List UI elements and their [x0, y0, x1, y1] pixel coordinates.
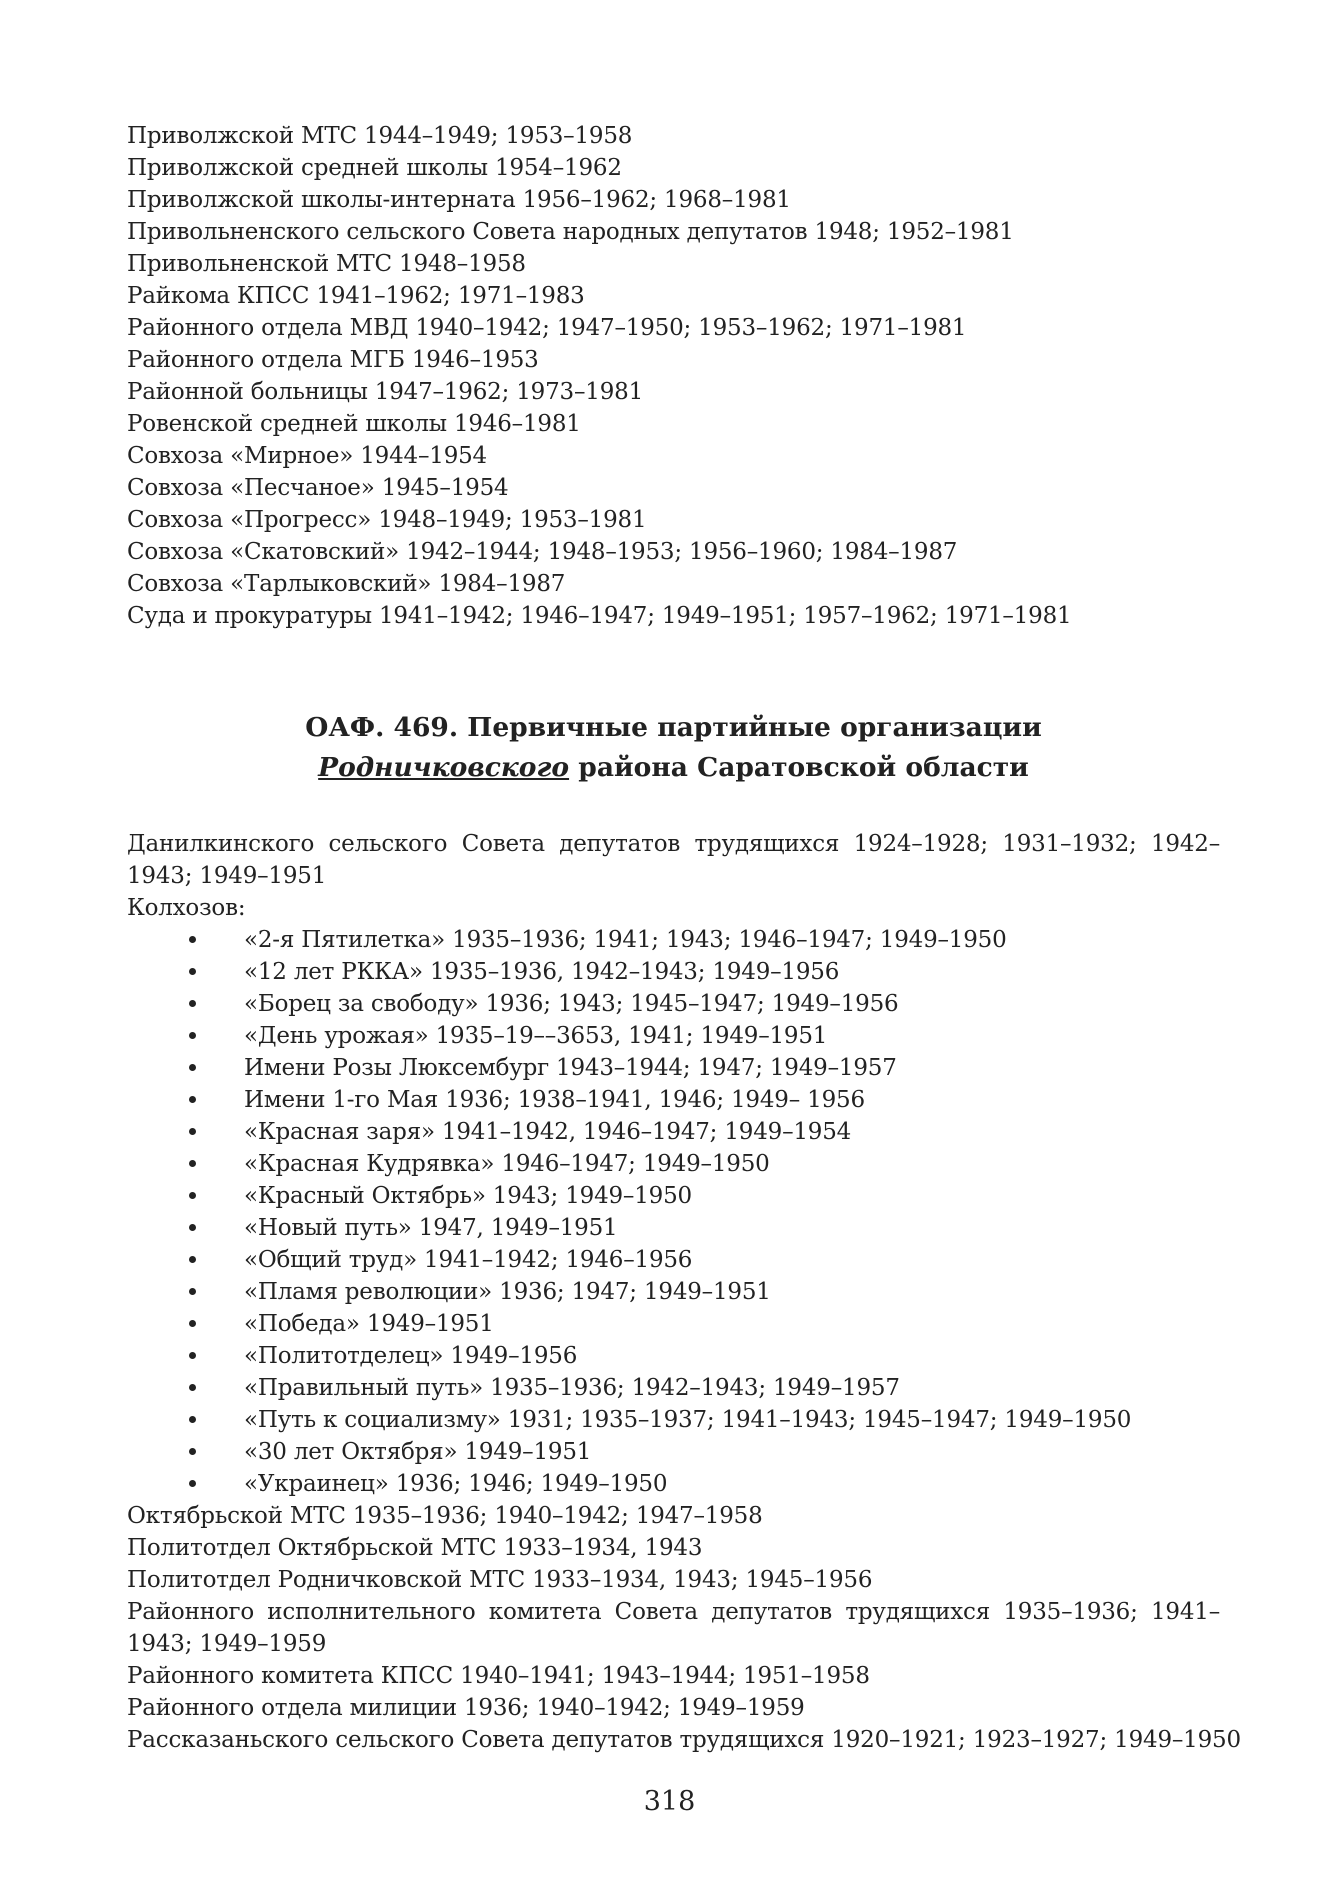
- kolkhoz-item: «Пламя революции» 1936; 1947; 1949–1951: [127, 1276, 1220, 1308]
- intro-entry: Данилкинского сельского Совета депутатов трудящихся 1924–1928; 1931–1932; 1942–1943; 1949–1951: [127, 831, 1220, 889]
- kolkhoz-label: Колхозов:: [127, 895, 246, 921]
- record-entry: Политотдел Родничковской МТС 1933–1934, 1943; 1945–1956: [127, 1567, 873, 1593]
- page-number: 318: [643, 1786, 696, 1817]
- heading-line-2-rest: района Саратовской области: [569, 752, 1029, 783]
- kolkhoz-list: [127, 924, 1220, 1500]
- list-item: Районного отдела МГБ 1946–1953: [127, 347, 539, 373]
- kolkhoz-item: «Новый путь» 1947, 1949–1951: [127, 1212, 1220, 1244]
- bullet-icon: [189, 1000, 196, 1007]
- bullet-icon: [189, 1128, 196, 1135]
- kolkhoz-item: «Общий труд» 1941–1942; 1946–1956: [127, 1244, 1220, 1276]
- kolkhoz-item: «Политотделец» 1949–1956: [127, 1340, 1220, 1372]
- kolkhoz-item: Имени Розы Люксембург 1943–1944; 1947; 1949–1957: [127, 1052, 1220, 1084]
- list-item: Совхоза «Песчаное» 1945–1954: [127, 475, 509, 501]
- list-item: Совхоза «Тарлыковский» 1984–1987: [127, 571, 566, 597]
- bullet-icon: [189, 1416, 196, 1423]
- kolkhoz-item: «2-я Пятилетка» 1935–1936; 1941; 1943; 1946–1947; 1949–1950: [127, 924, 1220, 956]
- heading-line-1: ОАФ. 469. Первичные партийные организации: [305, 712, 1042, 743]
- kolkhoz-item: «Красный Октябрь» 1943; 1949–1950: [127, 1180, 1220, 1212]
- list-item: Привольненской МТС 1948–1958: [127, 251, 526, 277]
- bullet-icon: [189, 1096, 196, 1103]
- bullet-icon: [189, 1352, 196, 1359]
- kolkhoz-item: «Красная заря» 1941–1942, 1946–1947; 1949–1954: [127, 1116, 1220, 1148]
- bullet-icon: [189, 1384, 196, 1391]
- kolkhoz-item: «Правильный путь» 1935–1936; 1942–1943; 1949–1957: [127, 1372, 1220, 1404]
- kolkhoz-item: Имени 1-го Мая 1936; 1938–1941, 1946; 1949– 1956: [127, 1084, 1220, 1116]
- list-item: Приволжской МТС 1944–1949; 1953–1958: [127, 123, 633, 149]
- bullet-icon: [189, 1032, 196, 1039]
- list-item: Районной больницы 1947–1962; 1973–1981: [127, 379, 643, 405]
- heading-line-2: [127, 748, 1220, 788]
- list-item: Совхоза «Скатовский» 1942–1944; 1948–1953; 1956–1960; 1984–1987: [127, 539, 958, 565]
- list-item: Приволжской средней школы 1954–1962: [127, 155, 622, 181]
- bullet-icon: [189, 1064, 196, 1071]
- bullet-icon: [189, 968, 196, 975]
- bullet-icon: [189, 1288, 196, 1295]
- top-record-list: [127, 120, 1227, 632]
- kolkhoz-item: «День урожая» 1935–19––3653, 1941; 1949–1951: [127, 1020, 1220, 1052]
- section-body: [127, 828, 1241, 1756]
- list-item: Ровенской средней школы 1946–1981: [127, 411, 581, 437]
- bullet-icon: [189, 936, 196, 943]
- record-entry: Районного комитета КПСС 1940–1941; 1943–1944; 1951–1958: [127, 1663, 870, 1689]
- list-item: Районного отдела МВД 1940–1942; 1947–1950; 1953–1962; 1971–1981: [127, 315, 967, 341]
- bullet-icon: [189, 1320, 196, 1327]
- bullet-icon: [189, 1160, 196, 1167]
- record-entry: Политотдел Октябрьской МТС 1933–1934, 1943: [127, 1535, 703, 1561]
- record-entry: Районного исполнительного комитета Совета депутатов трудящихся 1935–1936; 1941–1943; 1949–1959: [127, 1599, 1220, 1657]
- kolkhoz-item: «Победа» 1949–1951: [127, 1308, 1220, 1340]
- kolkhoz-item: «Борец за свободу» 1936; 1943; 1945–1947; 1949–1956: [127, 988, 1220, 1020]
- kolkhoz-item: «Украинец» 1936; 1946; 1949–1950: [127, 1468, 1220, 1500]
- kolkhoz-item: «30 лет Октября» 1949–1951: [127, 1436, 1220, 1468]
- list-item: Райкома КПСС 1941–1962; 1971–1983: [127, 283, 585, 309]
- bullet-icon: [189, 1480, 196, 1487]
- kolkhoz-item: «Путь к социализму» 1931; 1935–1937; 1941–1943; 1945–1947; 1949–1950: [127, 1404, 1220, 1436]
- bullet-icon: [189, 1224, 196, 1231]
- heading-district-name: Родничковского: [318, 752, 570, 783]
- list-item: Совхоза «Прогресс» 1948–1949; 1953–1981: [127, 507, 647, 533]
- record-entry: Рассказаньского сельского Совета депутатов трудящихся 1920–1921; 1923–1927; 1949–1950: [127, 1727, 1241, 1753]
- kolkhoz-item: «12 лет РККА» 1935–1936, 1942–1943; 1949–1956: [127, 956, 1220, 988]
- bullet-icon: [189, 1448, 196, 1455]
- section-heading: [127, 708, 1220, 788]
- list-item: Совхоза «Мирное» 1944–1954: [127, 443, 487, 469]
- record-entry: Районного отдела милиции 1936; 1940–1942; 1949–1959: [127, 1695, 805, 1721]
- list-item: Приволжской школы-интерната 1956–1962; 1968–1981: [127, 187, 791, 213]
- bullet-icon: [189, 1192, 196, 1199]
- list-item: Суда и прокуратуры 1941–1942; 1946–1947; 1949–1951; 1957–1962; 1971–1981: [127, 603, 1072, 629]
- list-item: Привольненского сельского Совета народных депутатов 1948; 1952–1981: [127, 219, 1014, 245]
- kolkhoz-item: «Красная Кудрявка» 1946–1947; 1949–1950: [127, 1148, 1220, 1180]
- bullet-icon: [189, 1256, 196, 1263]
- record-entry: Октябрьской МТС 1935–1936; 1940–1942; 1947–1958: [127, 1503, 763, 1529]
